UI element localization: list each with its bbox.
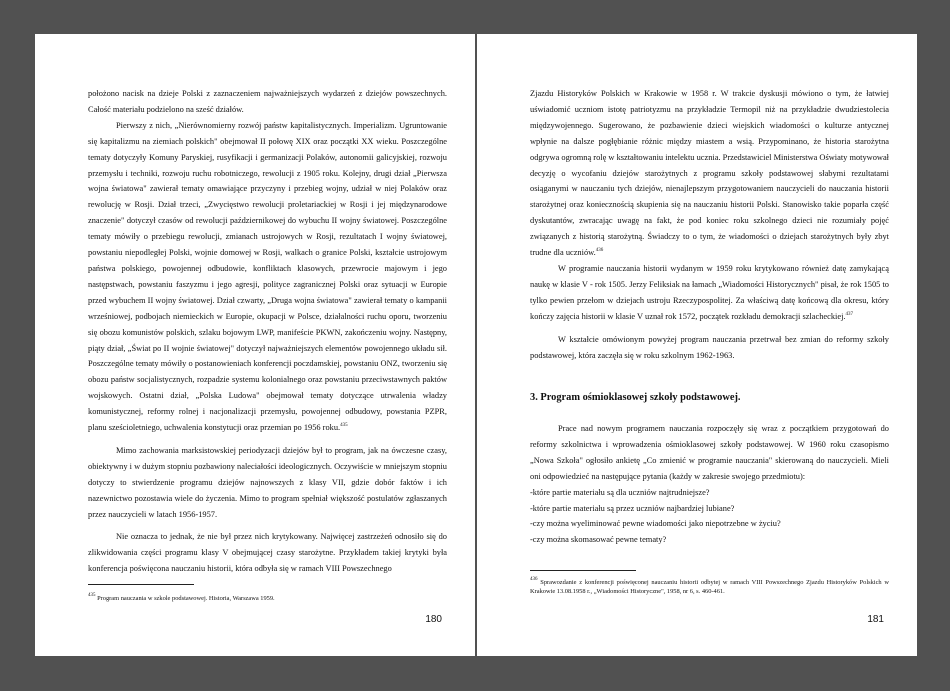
- paragraph: Prace nad nowym programem nauczania rozpoczęły się wraz z początkiem przygotowań do reformy szkolnictwa i wprowadzenia ośmioklasowej szkoły podstawowej. W 1960 roku czasopismo „Nowa Szkoła" ogłosiło ankietę „Co zmienić w programie nauczania" skierowaną do nauczycieli. Mieli oni odpowiedzieć na następujące pytania (każdy w zakresie swojego przedmiotu):: [530, 424, 889, 481]
- paragraph: W kształcie omówionym powyżej program nauczania przetrwał bez zmian do reformy szkoły podstawowej, która zaczęła się w roku szkolnym 1962-1963.: [530, 334, 889, 360]
- section-heading: 3. Program ośmioklasowej szkoły podstawowej.: [530, 392, 741, 403]
- list-item: -które partie materiału są przez uczniów najbardziej lubiane?: [530, 503, 735, 513]
- paragraph: Mimo zachowania marksistowskiej periodyzacji dziejów był to program, jak na ówczesne czasy, obiektywny i w dużym stopniu pozbawiony naleciałości ideologicznych. Oczywiście w mniejszym stopniu dotyczy to stwierdzenie programu dziejów najnowszych z klasy VII, gdzie dobór faktów i ich nazewnictwo pozostawia wiele do życzenia. Mimo to program spełniał większość postulatów zgłaszanych przez nauczycieli w latach 1956-1957.: [88, 445, 447, 519]
- footnote-divider: [88, 584, 194, 585]
- left-page: [35, 34, 475, 656]
- paragraph: położono nacisk na dzieje Polski z zaznaczeniem najważniejszych wydarzeń z dziejów powszechnych. Całość materiału podzielono na sześć działów.: [88, 89, 447, 114]
- right-page-body: [530, 86, 889, 363]
- paragraph: Zjazdu Historyków Polskich w Krakowie w 1958 r. W trakcie dyskusji mówiono o tym, że łatwiej uświadomić uczniom istotę patriotyzmu na przykładzie Termopil niż na przykładzie dwudziestolecia międzywojennego. Sugerowano, że pozbawienie dzieci wiejskich wiadomości o kulturze antycznej wpłynie na dalsze pogłębianie różnic między miastem a wsią. Przypominano, że historia starożytna odgrywa ogromną rolę w kształtowaniu intelektu ucznia. Przedstawiciel Ministerstwa Oświaty motywował decyzję o wycofaniu dziejów starożytnych z programu szkoły podstawowej słabymi rezultatami osiąganymi w nauczaniu tych dziejów, nienajlepszym przygotowaniem nauczycieli do nauczania historii starożytnej oraz koniecznością skupienia się na nauczaniu historii Polski. Stanowisko takie poparła część dyskutantów, zwracając uwagę na fakt, że pod koniec roku szkolnego dzieci nie rozumiały pojęć związanych z historią starożytną. Świadczy to o tym, że wiadomości o dziejach starożytnych były zbyt trudne dla uczniów.$^{436}$: [530, 89, 889, 258]
- left-page-body: [88, 86, 447, 577]
- footnote-divider: [530, 570, 636, 571]
- list-item: -czy można skomasować pewne tematy?: [530, 535, 667, 545]
- right-page: [477, 34, 917, 656]
- right-page-section: [530, 421, 889, 548]
- footnote-ref[interactable]: 435: [340, 423, 348, 429]
- footnote: $^{435}$ Program nauczania w szkole podstawowej. Historia, Warszawa 1959.: [88, 593, 275, 602]
- page-number: 181: [867, 614, 884, 625]
- footnote-ref[interactable]: 436: [595, 248, 604, 254]
- paragraph: Nie oznacza to jednak, że nie był przez nich krytykowany. Najwięcej zastrzeżeń odnosiło się do zlikwidowania części programu klasy V obejmującej czasy starożytne. Przykładem takiej krytyki była konferencja poświęcona nauczaniu historii, która odbyła się w ramach VIII Powszechnego: [88, 532, 447, 574]
- list-item: -które partie materiału są dla uczniów najtrudniejsze?: [530, 487, 710, 497]
- paragraph: Pierwszy z nich, „Nierównomierny rozwój państw kapitalistycznych. Imperializm. Ugruntowanie się kapitalizmu na ziemiach polskich" obejmował II połowę XIX oraz początki XX wieku. Poszczególne tematy dotyczyły Komuny Paryskiej, rusyfikacji i germanizacji Polaków, autonomii galicyjskiej, rozwoju przemysłu i techniki, rozwoju ruchu robotniczego, rewolucji z 1905 roku. Kolejny, drugi dział „Pierwsza wojna światowa" zawierał tematy omawiające przyczyny i przebieg wojny, udział w niej Polaków oraz rewolucję w Rosji. Dział trzeci, „Zwycięstwo rewolucji proletariackiej w Rosji i jej międzynarodowe znaczenie" dotyczył czasów od rewolucji październikowej do wybuchu II wojny światowej. Poszczególne tematy mówiły o przebiegu rewolucji, zmianach ustrojowych w Rosji, rezultatach I wojny światowej, powstaniu niepodległej Polski, wojnie domowej w Rosji, walkach o granice Polski, kształcie ustrojowym państwa polskiego, powojennej odbudowie, konfliktach klasowych, przewrocie majowym i jego następstwach, powstaniu faszyzmu i jego agresji, polityce zagranicznej Polski oraz sytuacji w Europie przed wybuchem II wojny światowej. Dział czwarty, „Druga wojna światowa" zawierał tematy o kampanii wrześniowej, podbojach niemieckich w Europie, okupacji w Polsce, działalności ruchu oporu, tworzeniu się obozu komunistów polskich, szlaku bojowym LWP, manifeście PKWN, zakończeniu wojny. Następny, piąty dział, „Świat po II wojnie światowej" dotyczył najważniejszych elementów powojennego układu sił. Poszczególne tematy mówiły o postanowieniach konferencji poczdamskiej, powstaniu ONZ, tworzeniu się obozu państw socjalistycznych, rozpadzie systemu kolonialnego oraz powstaniu przeciwstawnych paktów wojskowych. Ostatni dział, „Polska Ludowa" obejmował tematy dotyczące utrwalenia władzy komunistycznej, reformy rolnej i nacjonalizacji przemysłu, powojennej odbudowy, powstania PZPR, planu sześcioletniego, uchwalenia konstytucji oraz przemian po 1956 roku.$^{435}$: [88, 120, 447, 433]
- page-number: 180: [425, 614, 442, 625]
- footnote: $^{436}$ Sprawozdanie z konferencji poświęconej nauczaniu historii odbytej w ramach VIII Powszechnego Zjazdu Historyków Polskich w Krakowie 13.08.1958 r., „Wiadomości Historyczne", 1958, nr 6, s. 460-461.: [530, 577, 889, 595]
- footnote-ref[interactable]: 437: [845, 311, 853, 317]
- paragraph: W programie nauczania historii wydanym w 1959 roku krytykowano również datę zamykającą naukę w klasie V - rok 1505. Jerzy Feliksiak na łamach „Wiadomości Historycznych" pisał, że rok 1505 to tylko pewien przełom w dziejach ustroju Rzeczypospolitej. Za właściwą datę końcową dla okresu, który kończy zajęcia historii w klasie V uznał rok 1572, początek rozkładu demokracji szlacheckiej.$^{437}$: [530, 263, 889, 321]
- list-item: -czy można wyeliminować pewne wiadomości jako niepotrzebne w życiu?: [530, 519, 781, 529]
